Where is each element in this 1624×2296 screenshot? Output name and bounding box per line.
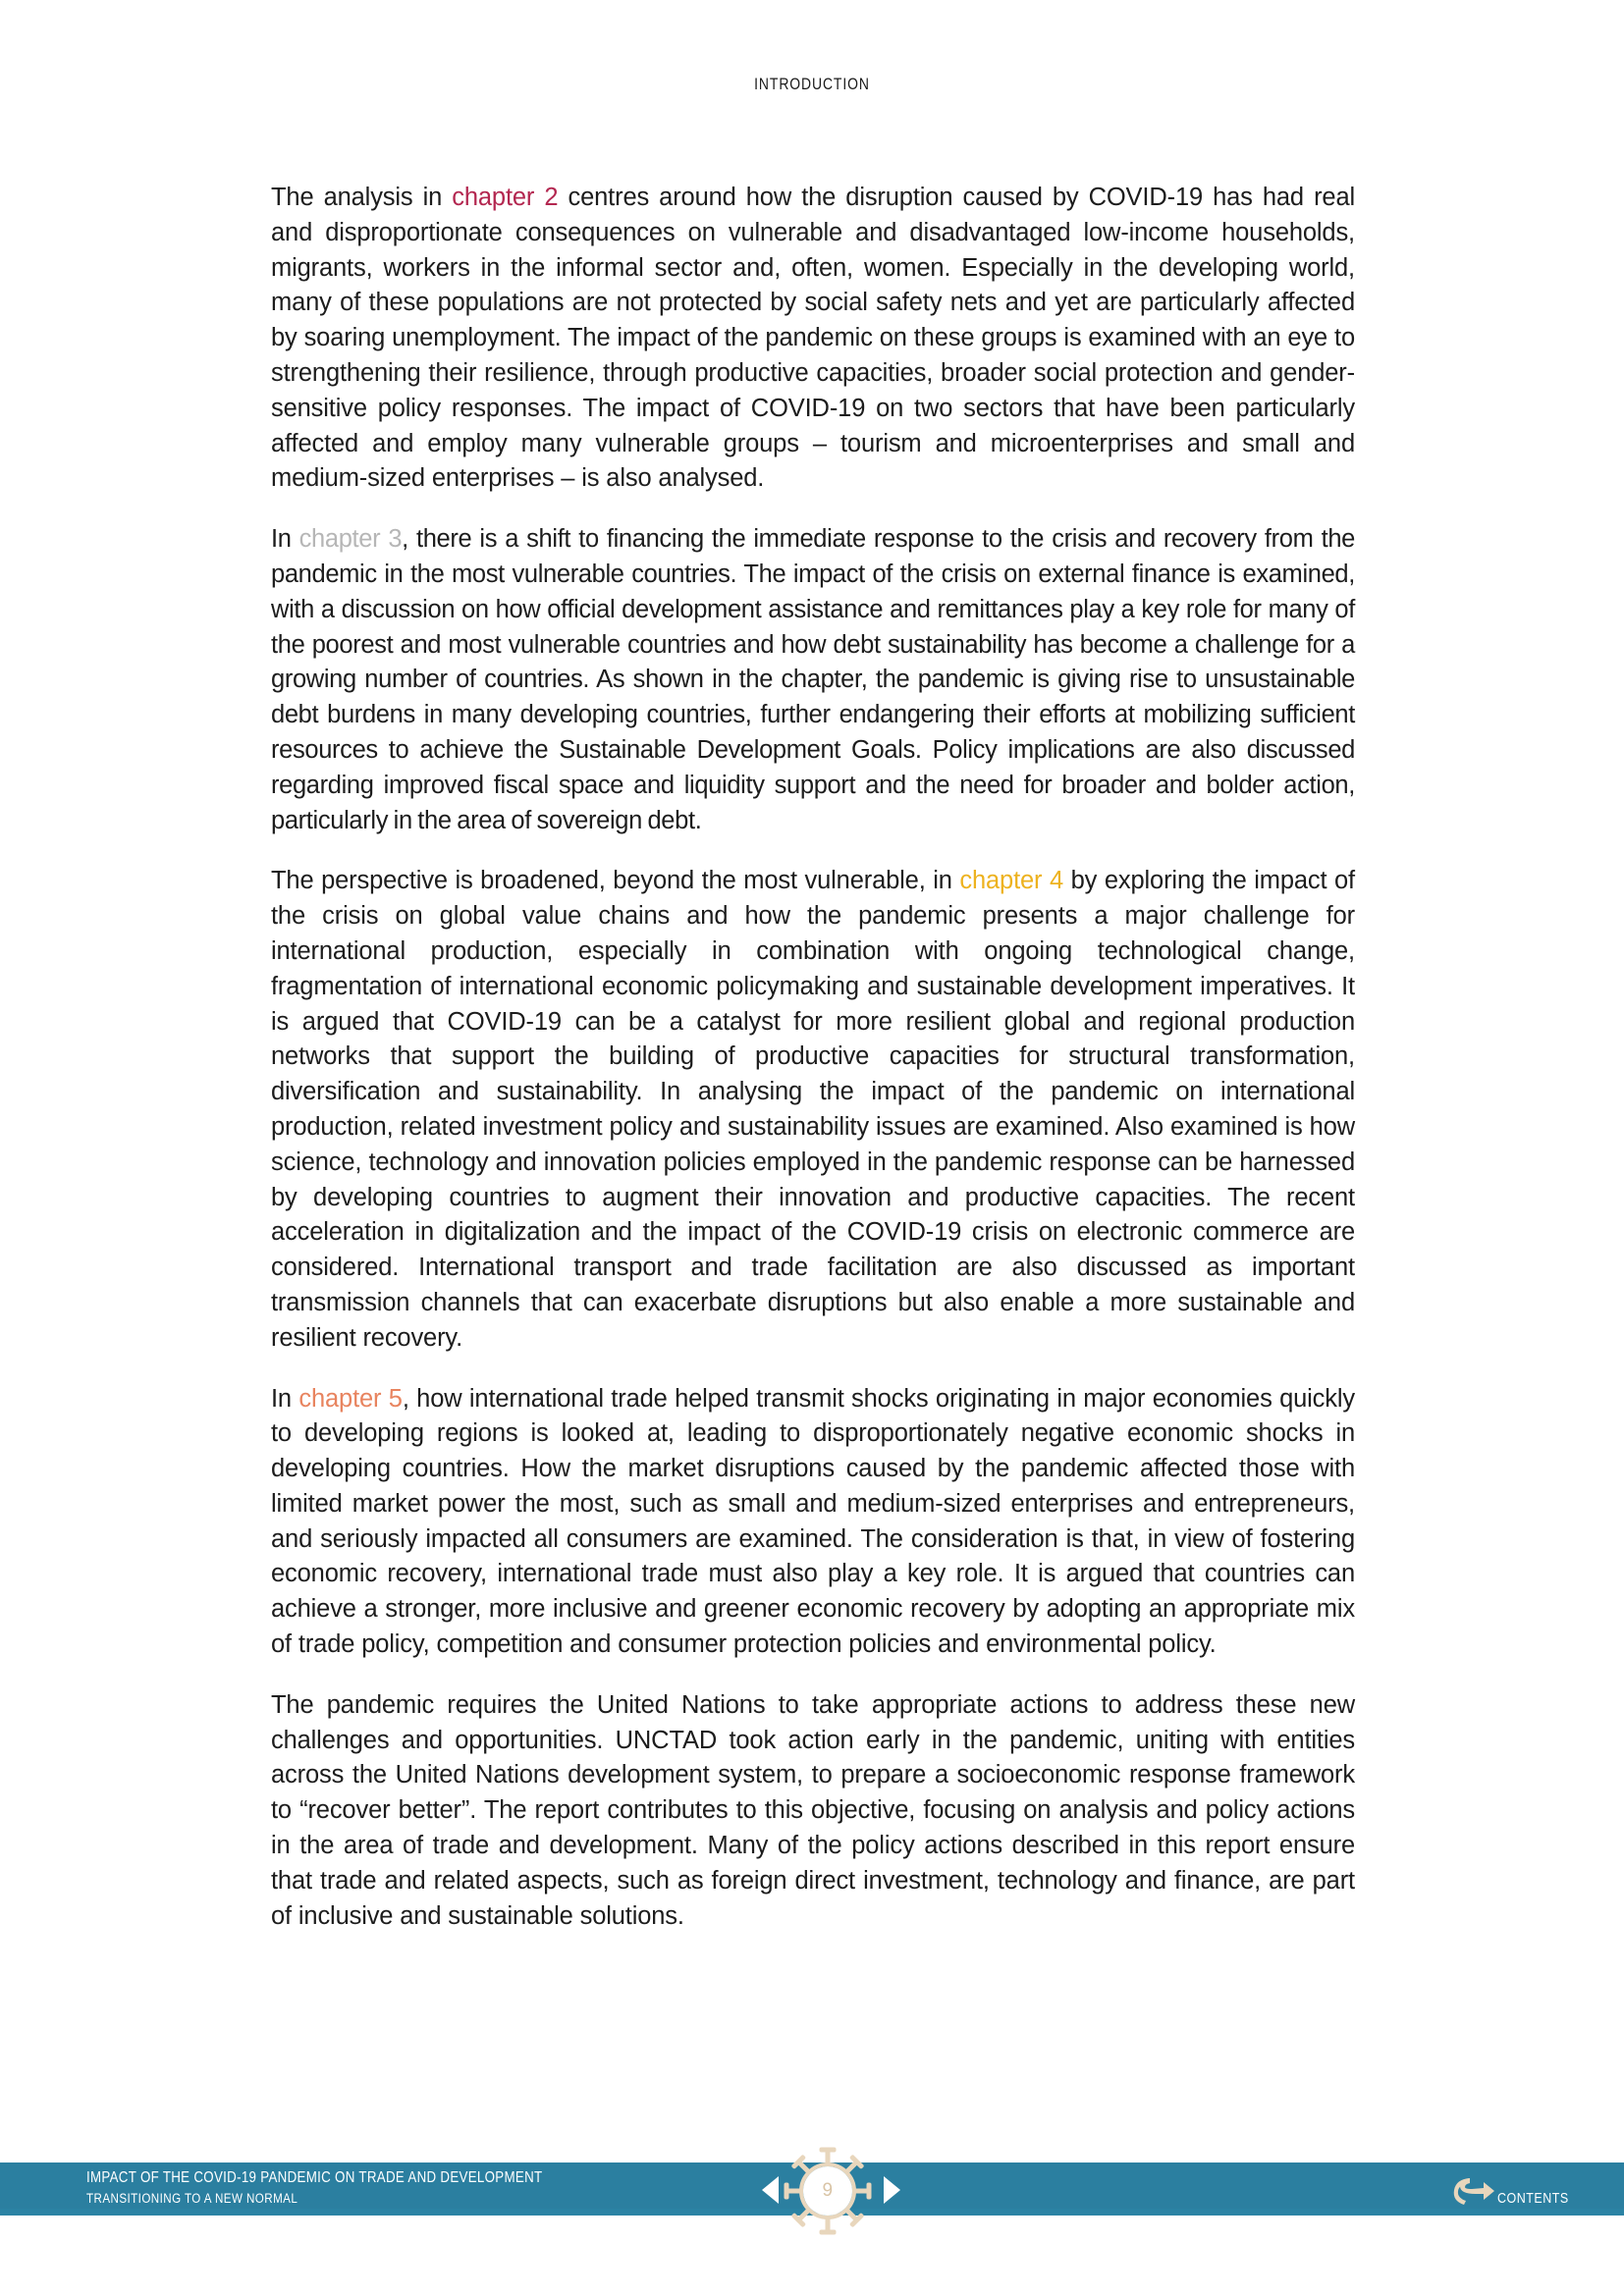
paragraph-2-text-after: , there is a shift to financing the immediate response to the crisis and recovery from the pandemic in the most vulnerable countries. The impact of the crisis on external finance is examined, with a discussion on how official development assistance and remittances play a key role for many of the poorest and most vulnerable countries and how debt sustainability has become a challenge for a growing number of countries. As shown in the chapter, the pandemic is giving rise to unsustainable debt burdens in many developing countries, further endangering their efforts at mobilizing sufficient resources to achieve the Sustainable Development Goals. Policy implications are also discussed regarding improved fiscal space and liquidity support and the need for broader and bolder action, particularly in the area of sovereign debt. (271, 525, 1355, 834)
contents-label: CONTENTS (1497, 2191, 1569, 2207)
footer-report-title-block (86, 2168, 617, 2207)
body-text-column (271, 181, 1355, 1934)
paragraph-1-text-before: The analysis in (271, 184, 453, 211)
paragraph-4-text-before: In (271, 1384, 299, 1413)
paragraph-2-text-before: In (271, 525, 299, 554)
return-arrow-icon (1450, 2174, 1495, 2210)
paragraph-3-text-before: The perspective is broadened, beyond the most vulnerable, in (271, 867, 960, 895)
next-page-arrow-icon[interactable] (884, 2176, 900, 2204)
paragraph-5: The pandemic requires the United Nations to take appropriate actions to address these new challenges and opportunities. UNCTAD took action early in the pandemic, uniting with entities across the United Nations development system, to prepare a socioeconomic response framework to “recover better”. The report contributes to this objective, focusing on analysis and policy actions in the area of trade and development. Many of the policy actions described in this report ensure that trade and related aspects, such as foreign direct investment, technology and finance, are part of inclusive and sustainable solutions. (271, 1690, 1355, 1930)
contents-link[interactable] (1450, 2170, 1581, 2210)
paragraph-3-text-after: by exploring the impact of the crisis on global value chains and how the pandemic presents a major challenge for international production, especially in combination with ongoing technological change, fragmentation of international economic policymaking and sustainable development imperatives. It is argued that COVID-19 can be a catalyst for more resilient global and regional production networks that support the building of productive capacities for structural transformation, diversification and sustainability. In analysing the impact of the pandemic on international production, related investment policy and sustainability issues are examined. Also examined is how science, technology and innovation policies employed in the pandemic response can be harnessed by developing countries to augment their innovation and productive capacities. The recent acceleration in digitalization and the impact of the COVID-19 crisis on electronic commerce are considered. International transport and trade facilitation are also discussed as important transmission channels that can exacerbate disruptions but also enable a more sustainable and resilient recovery. (271, 867, 1355, 1352)
chapter-2-reference[interactable]: chapter 2 (452, 184, 559, 211)
page-number: 9 (822, 2180, 834, 2201)
previous-page-arrow-icon[interactable] (762, 2176, 779, 2204)
paragraph-4 (271, 1382, 1355, 1663)
paragraph-2 (271, 522, 1355, 838)
footer-report-subtitle: TRANSITIONING TO A NEW NORMAL (86, 2191, 298, 2206)
paragraph-1 (271, 181, 1355, 497)
paragraph-1-text-after: centres around how the disruption caused by COVID-19 has had real and disproportionate consequences on vulnerable and disadvantaged low-income households, migrants, workers in the informal sector and, often, women. Especially in the developing world, many of these populations are not protected by social safety nets and yet are particularly affected by soaring unemployment. The impact of the pandemic on these groups is examined with an eye to strengthening their resilience, through productive capacities, broader social protection and gender-sensitive policy responses. The impact of COVID-19 on two sectors that have been particularly affected and employ many vulnerable groups – tourism and microenterprises and small and medium-sized enterprises – is also analysed. (271, 184, 1355, 493)
paragraph-4-text-after: , how international trade helped transmit shocks originating in major economies quickly to developing regions is looked at, leading to disproportionately negative economic shocks in developing countries. How the market disruptions caused by the pandemic affected those with limited market power the most, such as small and medium-sized enterprises and entrepreneurs, and seriously impacted all consumers are examined. The consideration is that, in view of fostering economic recovery, international trade must also play a key role. It is argued that countries can achieve a stronger, more inclusive and greener economic recovery by adopting an appropriate mix of trade policy, competition and consumer protection policies and environmental policy. (271, 1384, 1355, 1659)
chapter-3-reference[interactable]: chapter 3 (298, 525, 403, 554)
footer-report-title: IMPACT OF THE COVID-19 PANDEMIC ON TRADE AND DEVELOPMENT (86, 2169, 543, 2186)
chapter-4-reference[interactable]: chapter 4 (959, 867, 1064, 895)
running-head: INTRODUCTION (754, 75, 870, 93)
paragraph-3 (271, 864, 1355, 1356)
chapter-5-reference[interactable]: chapter 5 (298, 1384, 403, 1413)
